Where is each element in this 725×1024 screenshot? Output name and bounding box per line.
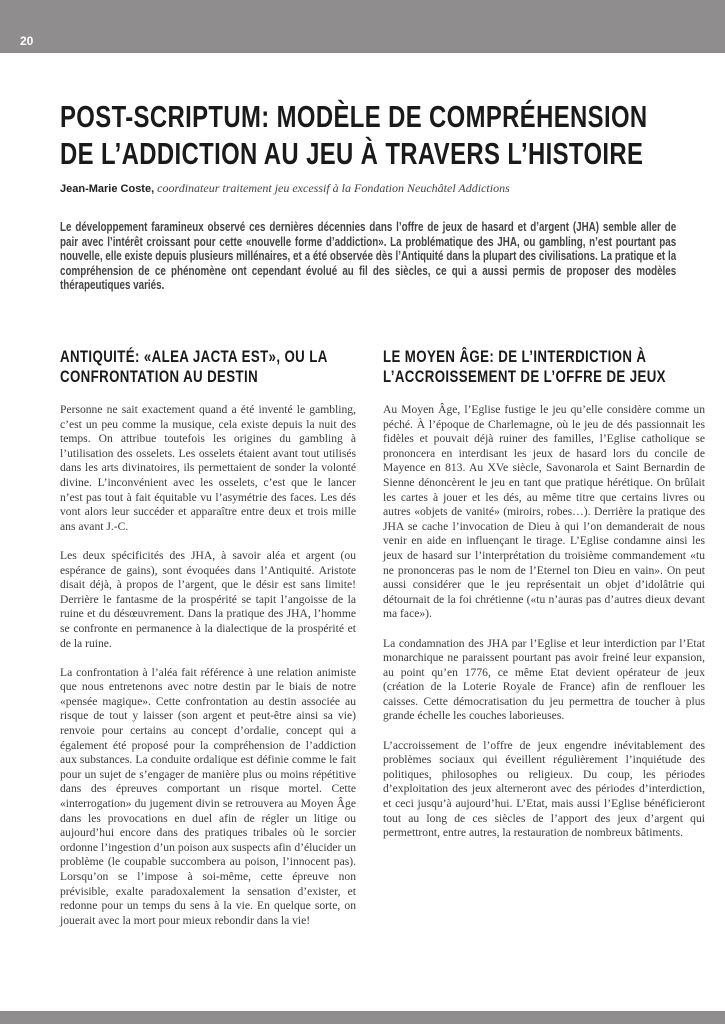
author-name: Jean-Marie Coste, xyxy=(60,183,155,195)
section-heading: ANTIQUITÉ: «ALEA JACTA EST», OU LA CONFRONTATION AU DESTIN xyxy=(60,347,328,386)
author-role: coordinateur traitement jeu excessif à la Fondation Neuchâtel Addictions xyxy=(157,181,510,195)
paragraph: Au Moyen Âge, l’Eglise fustige le jeu qu’elle considère comme un péché. À l’époque de Charlemagne, où le jeu de dés passionnait les fidèles et pouvait déjà ruiner des familles, l’Eglise catholique se prononcera en interdisant les jeux de hasard lors du concile de Mayence en 813. Au XVe siècle, Savonarola et Saint Bernardin de Sienne dénoncèrent le jeu en tant que pratique hérétique. On brûlait les cartes à jouer et les dés, au même titre que certains livres ou autres «objets de vanité» (miroirs, robes…). Derrière la pratique des JHA se cache l’invocation de Dieu à qui l’on demanderait de nous venir en aide en influençant le tirage. L’Eglise condamne ainsi les jeux de hasard sur l’interprétation du troisième commandement «tu ne prononceras pas le nom de l’Eternel ton Dieu en vain». On peut aussi considérer que le jeu représentait un objet d’idolâtrie qui détournait de la foi chrétienne («tu n’auras pas d’autres dieux devant ma face»). xyxy=(383,403,705,621)
article-title: POST-SCRIPTUM: MODÈLE DE COMPRÉHENSION DE L’ADDICTION AU JEU À TRAVERS L’HISTOIRE xyxy=(60,99,648,171)
section-heading: LE MOYEN ÂGE: DE L’INTERDICTION À L’ACCROISSEMENT DE L’OFFRE DE JEUX xyxy=(383,347,666,386)
paragraph: Personne ne sait exactement quand a été inventé le gambling, c’est un peu comme la musique, cela existe depuis la nuit des temps. On attribue toutefois les origines du gambling à l’utilisation des osselets. Les osselets étaient avant tout utilisés dans les arts divinatoires, ils permettaient de sonder la volonté divine. L’inconvénient avec les osselets, c’est que le lancer n’est pas tout à fait équitable vu l’asymétrie des faces. Les dés vont alors leur succéder et apparaître entre deux et trois mille ans avant J.-C. xyxy=(60,403,356,533)
section-moyen-age xyxy=(383,347,705,855)
article-intro: Le développement faramineux observé ces dernières décennies dans l’offre de jeux de hasard et d’argent (JHA) semble aller de pair avec l’intérêt croissant pour cette «nouvelle forme d’addiction». La problématique des JHA, ou gambling, n’est pourtant pas nouvelle, elle existe depuis plusieurs millénaires, et a été observée dès l’Antiquité dans la plupart des civilisations. La pratique et la compréhension de ce phénomène ont cependant évolué au fil des siècles, ce qui a aussi permis de proposer des modèles thérapeutiques variés. xyxy=(60,220,677,293)
page-footer-bar xyxy=(0,1011,725,1024)
byline xyxy=(60,181,510,196)
page-header-bar xyxy=(0,0,725,53)
paragraph: La confrontation à l’aléa fait référence à une relation animiste que nous entretenons avec notre destin par le biais de notre «pensée magique». Cette confrontation au destin associée au risque de tout y laisser (son argent et peut-être ainsi sa vie) renvoie pour certains au concept d’ordalie, concept qui a également été proposé pour la compréhension de l’addiction aux substances. La conduite ordalique est définie comme le fait pour un sujet de s’engager de manière plus ou moins répétitive dans des épreuves comportant un risque mortel. Cette «interrogation» du jugement divin se retrouvera au Moyen Âge dans les provocations en duel afin de régler un litige ou aujourd’hui encore dans des pratiques tribales où le sorcier ordonne l’ingestion d’un poison aux suspects afin d’élucider un problème (le coupable succombera au poison, l’innocent pas). Lorsqu’on se l’impose à soi-même, cette épreuve non prévisible, exalte paradoxalement la sensation d’exister, et redonne pour un temps du sens à la vie. En quelque sorte, on jouerait avec la mort pour mieux rebondir dans la vie! xyxy=(60,665,356,927)
page-number: 20 xyxy=(20,34,34,48)
paragraph: Les deux spécificités des JHA, à savoir aléa et argent (ou espérance de gains), sont évoquées dans l’Antiquité. Aristote disait déjà, à propos de l’argent, que le désir est sans limite! Derrière le fantasme de la prospérité se tapit l’angoisse de la ruine et du désœuvrement. Dans la pratique des JHA, l’homme se confronte en permanence à la dialectique de la prospérité et de la ruine. xyxy=(60,548,356,650)
paragraph: L’accroissement de l’offre de jeux engendre inévitablement des problèmes sociaux qui éveillent régulièrement l’inquiétude des politiques, philosophes ou religieux. Du coup, les périodes d’exploitation des jeux alterneront avec des périodes d’interdiction, et ceci jusqu’à aujourd’hui. L’Etat, mais aussi l’Eglise bénéficieront tout au long de ces siècles de l’apport des jeux d’argent qui permettront, entre autres, la restauration de nombreux bâtiments. xyxy=(383,738,705,840)
paragraph: La condamnation des JHA par l’Eglise et leur interdiction par l’Etat monarchique ne paraissent pourtant pas avoir freiné leur expansion, au point qu’en 1776, ce même Etat devient opérateur de jeux (création de la Loterie Royale de France) afin de renflouer les caisses. Cette démocratisation du jeu permettra de toucher à plus grande échelle les couches laborieuses. xyxy=(383,636,705,723)
section-antiquite xyxy=(60,347,356,943)
